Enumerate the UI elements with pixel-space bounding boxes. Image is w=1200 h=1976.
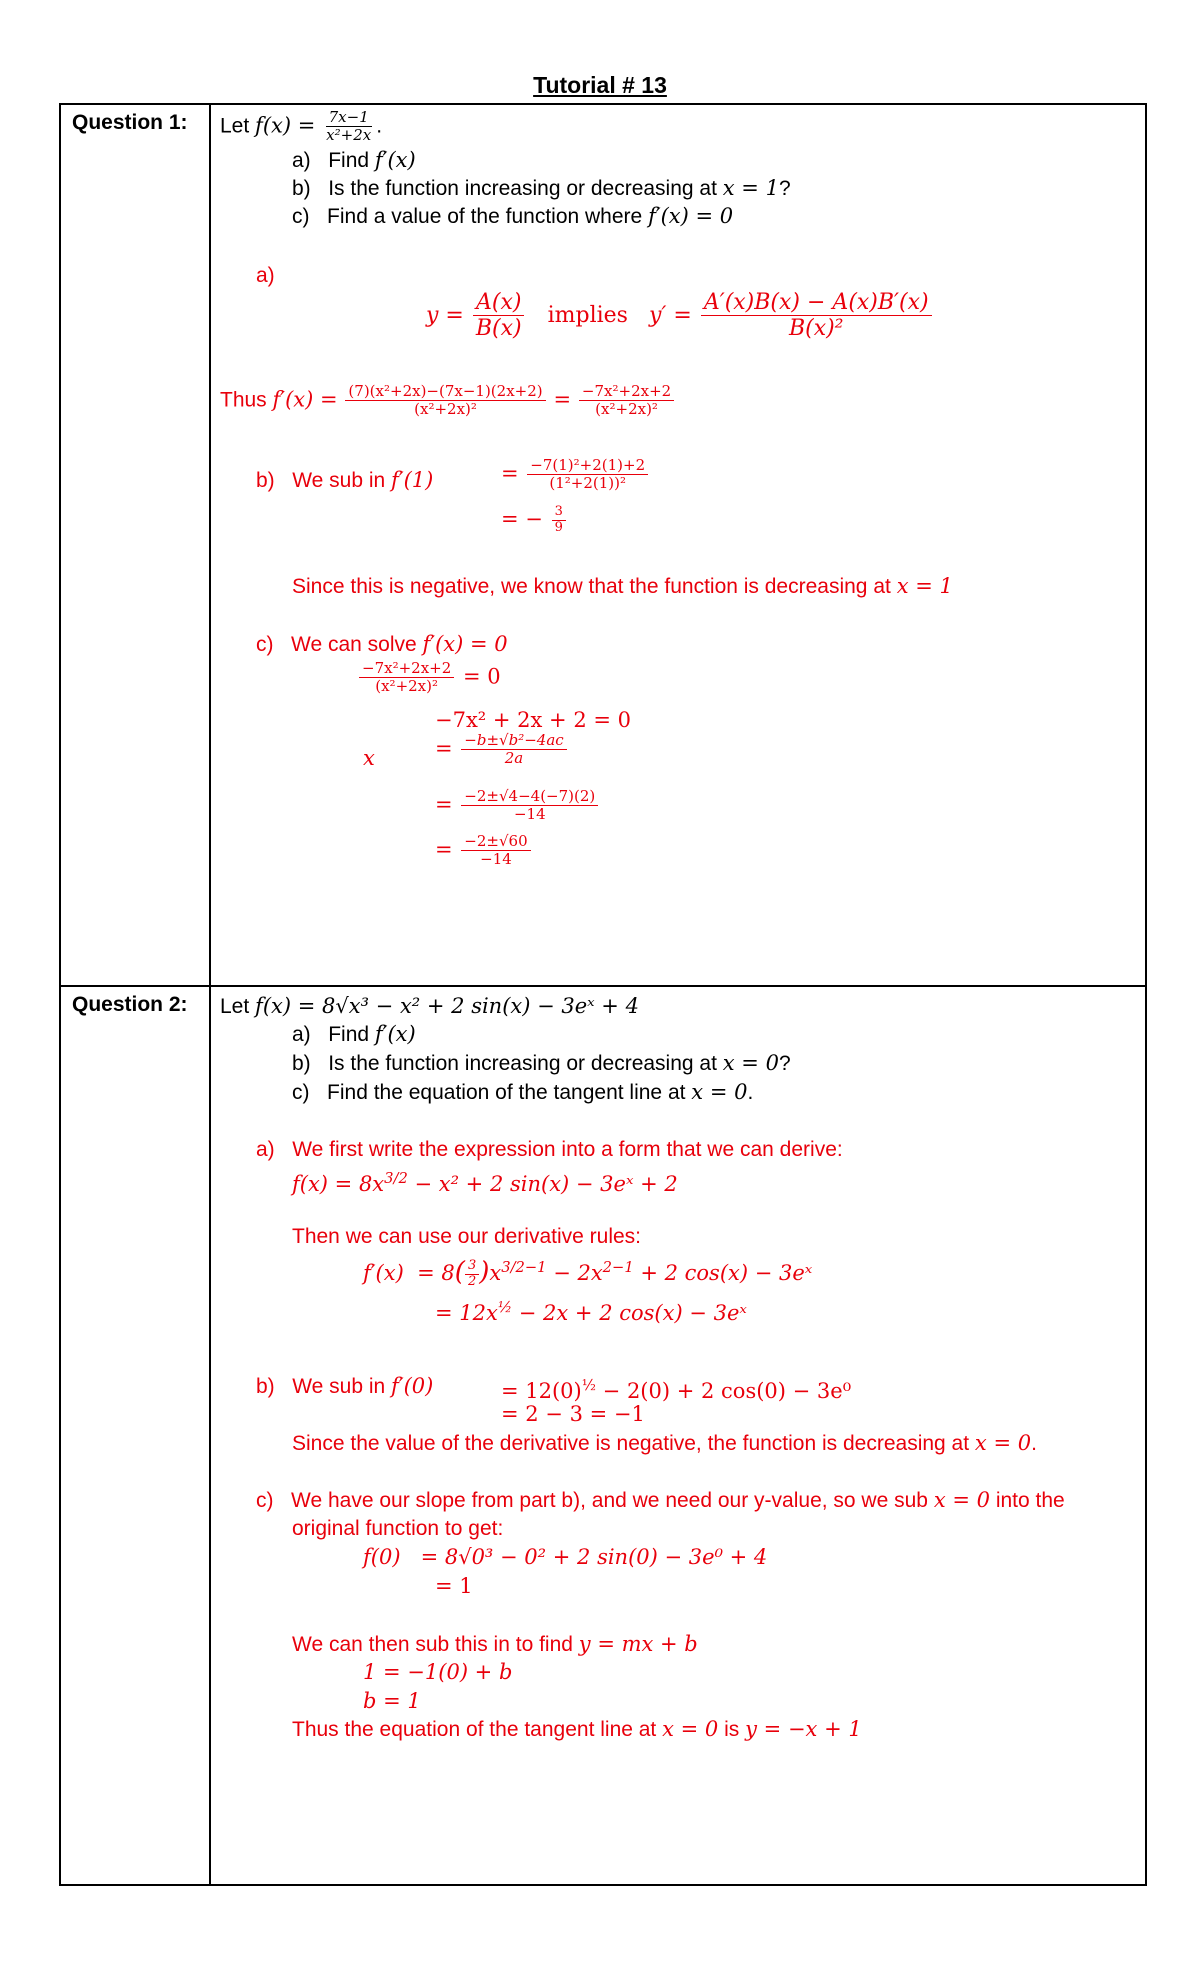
q1-c-quadratic: −7x² + 2x + 2 = 0 [435, 708, 631, 732]
q1-b-step2: = − $\frac{3}{9}$ [501, 505, 568, 536]
q2-c-line5: b = 1 [363, 1689, 421, 1713]
q1-answer-a-label: a) [256, 264, 275, 287]
q1-b-step1: = $\frac{\text{−7(1)²+2(1)+2}}{\text{(1²+2(1))²}}$ [501, 457, 650, 493]
q1-c-substituted: = $\frac{-2\pm√4-4(-7)(2)}{-14}$ [435, 788, 600, 824]
q1-c-x: x [363, 746, 375, 770]
q2-c-line3: We can then sub this in to find y = mx + b [292, 1632, 698, 1656]
q1-part-a: a) Find f′(x) [292, 148, 416, 172]
q2-a-derivative-1: f′(x) = 8( $\frac{3}{2}$ )$x^{3/2-1} - 2x^{2-1} + 2$ cos(x) − 3eˣ [363, 1257, 813, 1289]
q2-c-line4: 1 = −1(0) + b [363, 1660, 513, 1684]
q1-part-b: b) Is the function increasing or decreasing at x = 1? [292, 176, 791, 200]
q1-prompt-fraction: $\frac{7x-1}{\text{x²+2x}}$ [326, 108, 372, 145]
q2-c-line2: original function to get: [292, 1517, 504, 1540]
q2-c-f0: f(0) = 8√0³ − 0² + 2 sin(0) − 3e⁰ + 4 [363, 1545, 768, 1569]
q1-answer-c: c) We can solve f′(x) = 0 [256, 632, 508, 656]
q2-a-derivative-2: = $12x^{\frac{1}{2}} - 2x + 2$ cos(x) − 3eˣ [435, 1299, 747, 1325]
question-1-row [60, 104, 1146, 986]
q2-prompt: Let f(x) = 8√x³ − x² + 2 sin(x) − 3eˣ + 4 [220, 994, 639, 1018]
q2-b-step2: = 2 − 3 = −1 [501, 1402, 645, 1426]
q2-b-conclusion: Since the value of the derivative is negative, the function is decreasing at x = 0. [292, 1431, 1037, 1455]
q1-derivative: Thus f′(x) = $\frac{\text{(7)(x²+2x)−(7x−1)(2x+2)}}{\text{(x²+2x)²}}$ = $\frac{\text{−7x²+2x+2}}{\text{(x²+2x)²}}$ [220, 383, 676, 419]
q1-c-step1: $\frac{\text{−7x²+2x+2}}{\text{(x²+2x)²}}$ = 0 [357, 660, 501, 696]
q2-answer-a: a) We first write the expression into a form that we can derive: [256, 1138, 843, 1161]
q2-part-b: b) Is the function increasing or decreasing at x = 0? [292, 1051, 791, 1075]
question-1-label: Question 1: [72, 111, 188, 134]
page-title: Tutorial # 13 [533, 72, 667, 98]
q1-c-result: = $\frac{-2\pm√60}{-14}$ [435, 833, 533, 869]
q2-c-f0-result: = 1 [435, 1574, 473, 1598]
question-1-label-cell [60, 104, 210, 986]
tutorial-table [59, 103, 1147, 1886]
question-2-row [60, 986, 1146, 1885]
q2-part-c: c) Find the equation of the tangent line at x = 0. [292, 1080, 754, 1104]
question-2-body [210, 986, 1146, 1885]
q1-answer-b: b) We sub in f′(1) [256, 468, 434, 492]
question-1-body [210, 104, 1146, 986]
q1-b-conclusion: Since this is negative, we know that the function is decreasing at x = 1 [292, 574, 953, 598]
q1-part-c: c) Find a value of the function where f′(x) = 0 [292, 204, 734, 228]
q1-prompt: Let f(x) = $\frac{7x-1}{\text{x²+2x}}$ . [220, 108, 383, 145]
question-2-label-cell [60, 986, 210, 1885]
q2-a-rewrite: $f(x) = 8x^{3/2} - x^2 + 2$ sin(x) − 3eˣ + 2 [292, 1170, 678, 1196]
q2-a-rules: Then we can use our derivative rules: [292, 1225, 642, 1248]
q2-part-a: a) Find f′(x) [292, 1022, 416, 1046]
q1-quotient-rule: y = $\frac{A(x)}{B(x)}$ implies y′ = $\frac{A'(x)B(x) - A(x)B'(x)}{\text{B(x)²}}$ [426, 290, 934, 342]
question-2-label: Question 2: [72, 993, 188, 1016]
q1-c-formula: = $\frac{\text{−b±√b²−4ac}}{2a}$ [435, 732, 569, 768]
q2-answer-c: c) We have our slope from part b), and we need our y-value, so we sub x = 0 into the [256, 1488, 1065, 1512]
q2-c-conclusion: Thus the equation of the tangent line at x = 0 is y = −x + 1 [292, 1717, 862, 1741]
q2-answer-b: b) We sub in f′(0) [256, 1374, 434, 1398]
q2-b-step1: = $12(0)^{\frac{1}{2}} - 2(0) + 2$ cos(0) − 3e⁰ [501, 1377, 852, 1403]
